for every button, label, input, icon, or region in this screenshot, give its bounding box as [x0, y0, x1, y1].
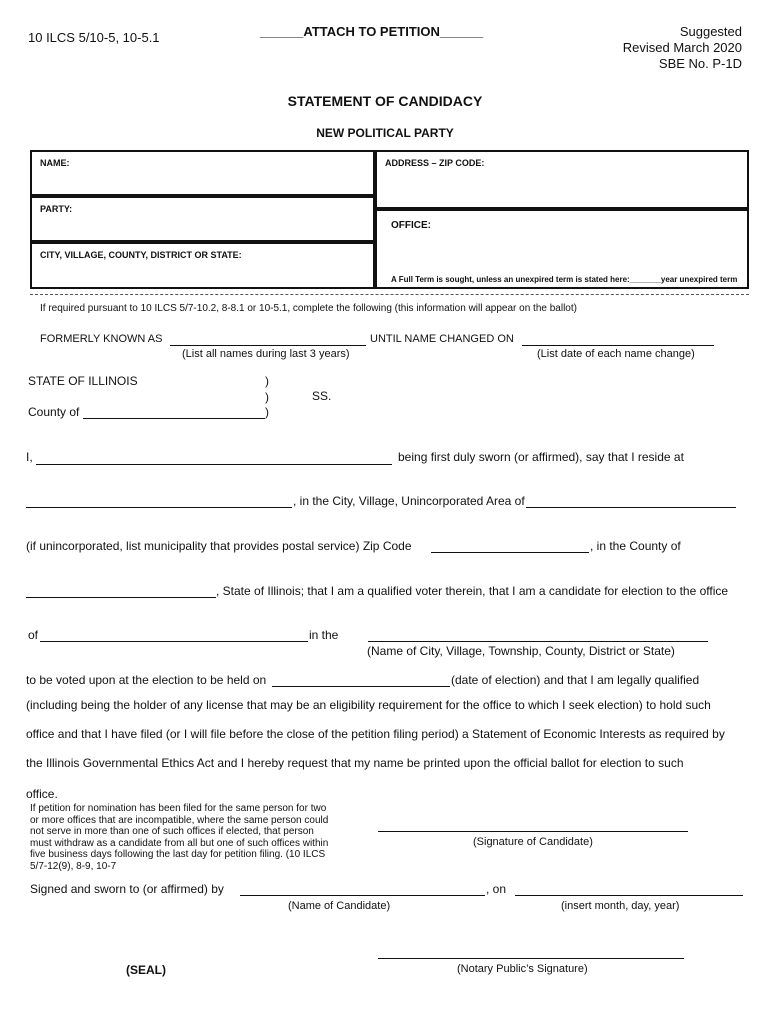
section-divider: [30, 294, 749, 295]
page-title: STATEMENT OF CANDIDACY: [287, 93, 483, 109]
revised-date: Revised March 2020: [622, 40, 742, 55]
candidate-signature-label: (Signature of Candidate): [473, 836, 593, 848]
term-note: A Full Term is sought, unless an unexpired term is stated here:_______year unexpired term: [391, 275, 738, 284]
notice-line: or more offices that are incompatible, where the same person could: [30, 814, 329, 826]
city-area-field[interactable]: [526, 507, 736, 508]
name-change-date-field[interactable]: [522, 345, 714, 346]
voted-upon-text: to be voted upon at the election to be held on: [26, 673, 267, 687]
month-day-year-hint: (insert month, day, year): [561, 900, 680, 912]
office-box[interactable]: [375, 209, 749, 289]
residence-address-field[interactable]: [26, 507, 292, 508]
statute-reference: 10 ILCS 5/10-5, 10-5.1: [28, 30, 160, 45]
name-of-candidate-hint: (Name of Candidate): [288, 900, 391, 912]
notary-signature-label: (Notary Public’s Signature): [457, 963, 588, 975]
notice-line: must withdraw as a candidate from all but one of such offices within: [30, 837, 329, 849]
notice-line: 5/7-12(9), 8-9, 10-7: [30, 860, 117, 872]
attach-text: ATTACH TO PETITION: [303, 24, 440, 39]
notice-line: not serve in more than one of such offices if elected, that person: [30, 826, 314, 837]
seal-label: (SEAL): [126, 963, 166, 977]
zip-code-text: (if unincorporated, list municipality that provides postal service) Zip Code: [26, 539, 412, 553]
date-of-election-text: (date of election) and that I am legally qualified: [451, 673, 700, 687]
sbe-number: SBE No. P-1D: [658, 56, 742, 71]
city-label: CITY, VILLAGE, COUNTY, DISTRICT OR STATE:: [40, 250, 242, 260]
until-name-changed-label: UNTIL NAME CHANGED ON: [370, 333, 514, 345]
notice-line: five business days following the last day for petition filing. (10 ILCS: [30, 849, 326, 860]
party-label: PARTY:: [40, 204, 73, 214]
affiant-name-field[interactable]: [36, 464, 392, 465]
qualified-text: , State of Illinois; that I am a qualified voter therein, that I am a candidate for election to the office: [216, 584, 729, 598]
in-the-label: in the: [309, 628, 339, 642]
oath-paragraph-4: office.: [26, 787, 58, 801]
formerly-intro: If required pursuant to 10 ILCS 5/7-10.2, 8-8.1 or 10-5.1, complete the following (this information will appear on the ballot): [40, 303, 577, 314]
attach-suffix: ______: [439, 24, 484, 39]
oath-paragraph-1: (including being the holder of any license that may be an eligibility requirement for the office to which I seek election) to hold such: [26, 698, 711, 712]
suggested-label: Suggested: [679, 24, 742, 39]
sworn-by-label: Signed and sworn to (or affirmed) by: [30, 882, 224, 896]
form-version-block: [623, 24, 742, 72]
on-label: , on: [486, 882, 507, 896]
state-of-illinois: STATE OF ILLINOIS: [28, 374, 138, 388]
notice-line: If petition for nomination has been filed for the same person for two: [30, 803, 327, 814]
jurisdiction-field[interactable]: [368, 641, 708, 642]
office-name-field[interactable]: [40, 641, 308, 642]
venue-paren-3: ): [265, 405, 269, 419]
venue-paren-1: ): [265, 374, 269, 388]
sworn-text: being first duly sworn (or affirmed), say that I reside at: [398, 450, 684, 464]
city-box[interactable]: [30, 242, 375, 289]
election-date-field[interactable]: [272, 686, 450, 687]
sworn-name-field[interactable]: [240, 895, 485, 896]
county-label: County of: [28, 405, 80, 419]
names-hint: (List all names during last 3 years): [182, 348, 350, 360]
attach-prefix: ______: [260, 24, 304, 39]
name-box[interactable]: [30, 150, 375, 196]
sworn-date-field[interactable]: [515, 895, 743, 896]
attach-to-petition: [260, 24, 483, 39]
formerly-known-field[interactable]: [170, 345, 366, 346]
office-label: OFFICE:: [391, 220, 431, 231]
formerly-known-label: FORMERLY KNOWN AS: [40, 333, 163, 345]
party-box[interactable]: [30, 196, 375, 242]
notary-signature-field[interactable]: [378, 958, 684, 959]
address-label: ADDRESS – ZIP CODE:: [385, 158, 485, 168]
candidate-signature-field[interactable]: [378, 831, 688, 832]
withdrawal-notice: [30, 803, 328, 872]
page-subtitle: NEW POLITICAL PARTY: [316, 126, 454, 140]
venue-paren-2: ): [265, 390, 269, 404]
county-name-field[interactable]: [26, 597, 216, 598]
i-label: I,: [26, 450, 33, 464]
zip-code-field[interactable]: [431, 552, 589, 553]
county-of-text: , in the County of: [590, 539, 681, 553]
jurisdiction-hint: (Name of City, Village, Township, County, District or State): [367, 644, 675, 658]
address-box[interactable]: [375, 150, 749, 209]
ss-label: SS.: [312, 389, 332, 403]
name-label: NAME:: [40, 158, 70, 168]
date-hint: (List date of each name change): [537, 348, 695, 360]
county-field[interactable]: [83, 418, 265, 419]
oath-paragraph-3: the Illinois Governmental Ethics Act and I hereby request that my name be printed upon the official ballot for election to such: [26, 756, 684, 770]
city-area-text: , in the City, Village, Unincorporated Area of: [293, 494, 525, 508]
of-label: of: [28, 628, 39, 642]
oath-paragraph-2: office and that I have filed (or I will file before the close of the petition filing period) a Statement of Economic Interests as required by: [26, 727, 725, 741]
